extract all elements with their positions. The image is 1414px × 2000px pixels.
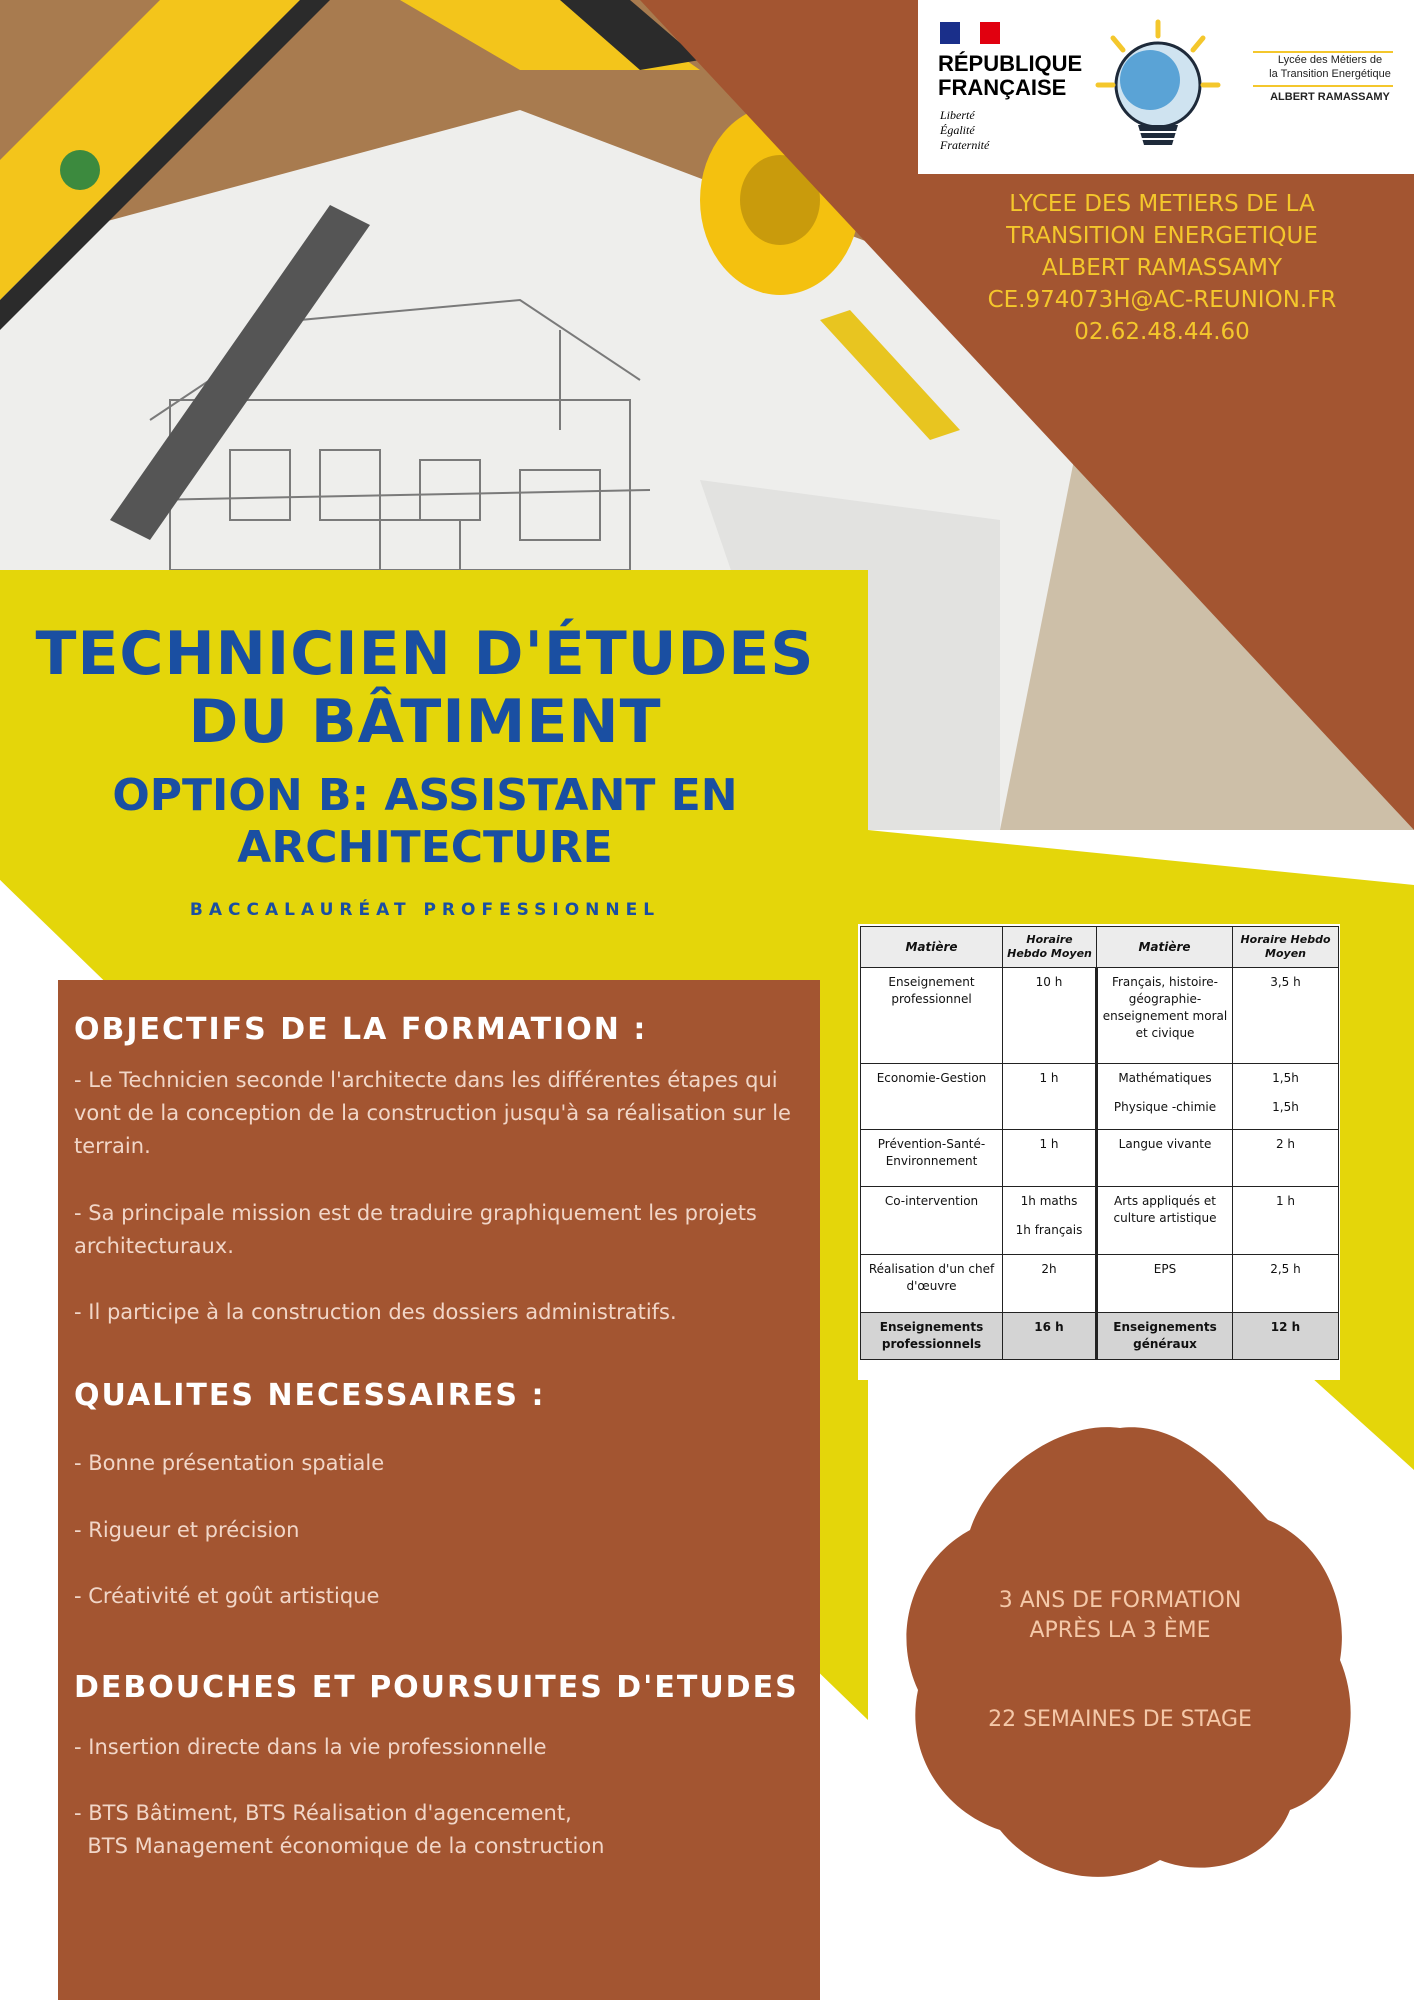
table-cell: 1 h (1233, 1187, 1339, 1255)
badge-internship: 22 SEMAINES DE STAGE (988, 1707, 1252, 1732)
table-cell: Enseignements professionnels (861, 1313, 1003, 1360)
lycee-logo-caption: Lycée des Métiers de la Transition Energétique (1269, 54, 1391, 80)
qualites-item-3: - Créativité et goût artistique (74, 1584, 380, 1608)
table-cell: 2h (1003, 1255, 1097, 1313)
qualites-item-2: - Rigueur et précision (74, 1518, 300, 1542)
table-cell: Prévention-Santé-Environnement (861, 1130, 1003, 1187)
table-total-row (861, 1313, 1339, 1360)
table-cell: Langue vivante (1097, 1130, 1233, 1187)
table-row (861, 1187, 1339, 1255)
table-header: Horaire Hebdo Moyen (1233, 927, 1339, 968)
contact-phone[interactable]: 02.62.48.44.60 (1074, 319, 1250, 345)
qualites-item-1: - Bonne présentation spatiale (74, 1451, 385, 1475)
objectifs-item-1: - Le Technicien seconde l'architecte dans les différentes étapes qui vont de la conception de la construction jusqu'à sa réalisation sur le terrain. (74, 1068, 791, 1158)
table-row (861, 1255, 1339, 1313)
contact-line-2: TRANSITION ENERGETIQUE (1006, 223, 1318, 249)
table-header: Horaire Hebdo Moyen (1003, 927, 1097, 968)
school-contact (962, 188, 1362, 348)
lycee-logo-name: ALBERT RAMASSAMY (1270, 91, 1390, 103)
table-row (861, 1130, 1339, 1187)
table-row (861, 1064, 1339, 1130)
badge-duration: 3 ANS DE FORMATION APRÈS LA 3 ÈME (998, 1588, 1242, 1643)
republique-motto: Liberté Égalité Fraternité (940, 108, 990, 152)
contact-line-3: ALBERT RAMASSAMY (1041, 255, 1283, 281)
objectifs-item-2: - Sa principale mission est de traduire graphiquement les projets architecturaux. (74, 1201, 757, 1258)
debouches-item-3: BTS Management économique de la construction (74, 1834, 605, 1858)
table-cell: 12 h (1233, 1313, 1339, 1360)
diploma-type: BACCALAURÉAT PROFESSIONNEL (189, 900, 661, 920)
table-cell: 3,5 h (1233, 968, 1339, 1064)
table-cell: 1,5h 1,5h (1233, 1064, 1339, 1130)
objectifs-heading: OBJECTIFS DE LA FORMATION : (74, 1012, 648, 1047)
debouches-item-2: - BTS Bâtiment, BTS Réalisation d'agencement, (74, 1801, 572, 1825)
lightbulb-icon (1098, 22, 1218, 145)
table-cell: Enseignements généraux (1097, 1313, 1233, 1360)
table-cell: Arts appliqués et culture artistique (1097, 1187, 1233, 1255)
schedule-table (860, 926, 1339, 1360)
table-cell: 1 h (1003, 1064, 1097, 1130)
table-cell: Economie-Gestion (861, 1064, 1003, 1130)
table-cell: EPS (1097, 1255, 1233, 1313)
table-row (861, 968, 1339, 1064)
republique-francaise-title: RÉPUBLIQUE FRANÇAISE (938, 51, 1083, 100)
table-cell: 2 h (1233, 1130, 1339, 1187)
table-cell: 10 h (1003, 968, 1097, 1064)
contact-email[interactable]: CE.974073H@AC-REUNION.FR (987, 287, 1337, 313)
diploma-option: OPTION B: ASSISTANT EN ARCHITECTURE (112, 770, 738, 873)
stage-badge-shape (906, 1427, 1350, 1877)
table-cell: 1h maths 1h français (1003, 1187, 1097, 1255)
contact-line-1: LYCEE DES METIERS DE LA (1009, 191, 1315, 217)
table-cell: Réalisation d'un chef d'œuvre (861, 1255, 1003, 1313)
table-cell: Co-intervention (861, 1187, 1003, 1255)
diploma-title: TECHNICIEN D'ÉTUDES DU BÂTIMENT (35, 619, 815, 757)
table-cell: 1 h (1003, 1130, 1097, 1187)
table-cell: Français, histoire-géographie-enseignement moral et civique (1097, 968, 1233, 1064)
table-header: Matière (1097, 927, 1233, 968)
logo-box (918, 0, 1414, 174)
objectifs-item-3: - Il participe à la construction des dossiers administratifs. (74, 1300, 677, 1324)
table-cell: 16 h (1003, 1313, 1097, 1360)
table-cell: 2,5 h (1233, 1255, 1339, 1313)
french-flag-icon (940, 22, 1000, 44)
debouches-item-1: - Insertion directe dans la vie professionnelle (74, 1735, 547, 1759)
table-header-row (861, 927, 1339, 968)
table-cell: Mathématiques Physique -chimie (1097, 1064, 1233, 1130)
table-header: Matière (861, 927, 1003, 968)
table-cell: Enseignement professionnel (861, 968, 1003, 1064)
schedule-table-wrap (858, 924, 1340, 1380)
qualites-heading: QUALITES NECESSAIRES : (74, 1378, 546, 1413)
debouches-heading: DEBOUCHES ET POURSUITES D'ETUDES (74, 1670, 799, 1705)
